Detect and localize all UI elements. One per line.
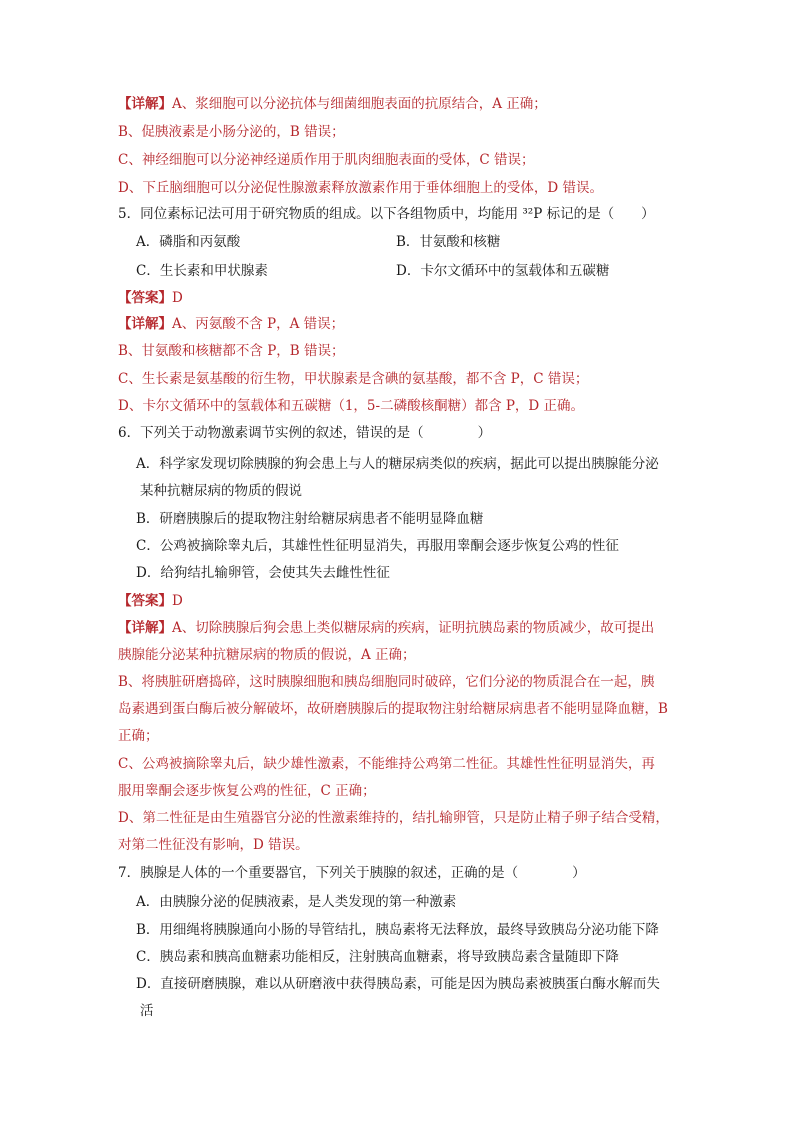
q7-option-c: C．胰岛素和胰高血糖素功能相反，注射胰高血糖素，将导致胰岛素含量随即下降 (136, 949, 619, 965)
q5-option-a: A．磷脂和丙氨酸 (136, 234, 241, 250)
q6-option-a-cont: 某种抗糖尿病的物质的假说 (140, 483, 302, 499)
q7-option-b: B．用细绳将胰腺通向小肠的导管结扎，胰岛素将无法释放，最终导致胰岛分泌功能下降 (136, 922, 659, 938)
q6-option-b: B．研磨胰腺后的提取物注射给糖尿病患者不能明显降血糖 (136, 511, 484, 527)
q5-answer: 【答案】D (118, 290, 183, 306)
answer-tag: 【答案】 (118, 593, 172, 609)
q6-explain-d-cont: 对第二性征没有影响，D 错误。 (118, 837, 309, 853)
q7-option-a: A．由胰腺分泌的促胰液素，是人类发现的第一种激素 (136, 894, 457, 910)
q6-option-d: D．给狗结扎输卵管，会使其失去雌性性征 (136, 565, 390, 581)
q5-option-b: B．甘氨酸和核糖 (396, 234, 501, 250)
q5-explain-b: B、甘氨酸和核糖都不含 P，B 错误； (118, 343, 345, 359)
q6-explain-b: B、将胰脏研磨捣碎，这时胰腺细胞和胰岛细胞同时破碎，它们分泌的物质混合在一起，胰 (118, 674, 655, 690)
q6-explain-b-cont: 岛素遇到蛋白酶后被分解破坏，故研磨胰腺后的提取物注射给糖尿病患者不能明显降血糖，B (118, 701, 668, 717)
q6-explain-c-cont: 服用睾酮会逐步恢复公鸡的性征，C 正确； (118, 783, 376, 799)
q5-option-d: D．卡尔文循环中的氢载体和五碳糖 (396, 263, 610, 279)
q6-explain-a-cont: 胰腺能分泌某种抗糖尿病的物质的假说，A 正确； (118, 647, 416, 663)
answer-tag: 【答案】 (118, 290, 172, 306)
q4-explain-b: B、促胰液素是小肠分泌的，B 错误； (118, 124, 345, 140)
q5-explain-d: D、卡尔文循环中的氢载体和五碳糖（1，5-二磷酸核酮糖）都含 P，D 正确。 (118, 398, 585, 414)
q6-option-a: A．科学家发现切除胰腺的狗会患上与人的糖尿病类似的疾病，据此可以提出胰腺能分泌 (136, 456, 659, 472)
q7-option-d-cont: 活 (140, 1003, 154, 1019)
q6-option-c: C．公鸡被摘除睾丸后，其雄性性征明显消失，再服用睾酮会逐步恢复公鸡的性征 (136, 538, 619, 554)
q6-answer: 【答案】D (118, 593, 183, 609)
explain-tag: 【详解】 (118, 96, 172, 112)
q6-explain-b-cont2: 正确； (118, 728, 159, 744)
q5-stem: 5．同位素标记法可用于研究物质的组成。以下各组物质中，均能用 ³²P 标记的是（ ） (118, 206, 655, 222)
q4-explain-d: D、下丘脑细胞可以分泌促性腺激素释放激素作用于垂体细胞上的受体，D 错误。 (118, 180, 603, 196)
q4-explain-c: C、神经细胞可以分泌神经递质作用于肌肉细胞表面的受体，C 错误； (118, 152, 535, 168)
q6-explain-c: C、公鸡被摘除睾丸后，缺少雄性激素，不能维持公鸡第二性征。其雄性性征明显消失，再 (118, 756, 655, 772)
q5-option-c: C．生长素和甲状腺素 (136, 263, 268, 279)
q5-explain-c: C、生长素是氨基酸的衍生物，甲状腺素是含碘的氨基酸，都不含 P，C 错误； (118, 371, 589, 387)
explain-tag: 【详解】 (118, 620, 172, 636)
q6-stem: 6．下列关于动物激素调节实例的叙述，错误的是（ ） (118, 425, 492, 441)
q6-explain-d: D、第二性征是由生殖器官分泌的性激素维持的，结扎输卵管，只是防止精子卵子结合受精， (118, 810, 669, 826)
q7-option-d: D．直接研磨胰腺，难以从研磨液中获得胰岛素，可能是因为胰岛素被胰蛋白酶水解而失 (136, 976, 660, 992)
q5-explain-a: 【详解】A、丙氨酸不含 P，A 错误； (118, 316, 345, 332)
q6-explain-a: 【详解】A、切除胰腺后狗会患上类似糖尿病的疾病，证明抗胰岛素的物质减少，故可提出 (118, 620, 655, 636)
q4-explain-a: 【详解】A、浆细胞可以分泌抗体与细菌细胞表面的抗原结合，A 正确； (118, 96, 547, 112)
q7-stem: 7．胰腺是人体的一个重要器官，下列关于胰腺的叙述，正确的是（ ） (118, 865, 586, 881)
explain-tag: 【详解】 (118, 316, 172, 332)
